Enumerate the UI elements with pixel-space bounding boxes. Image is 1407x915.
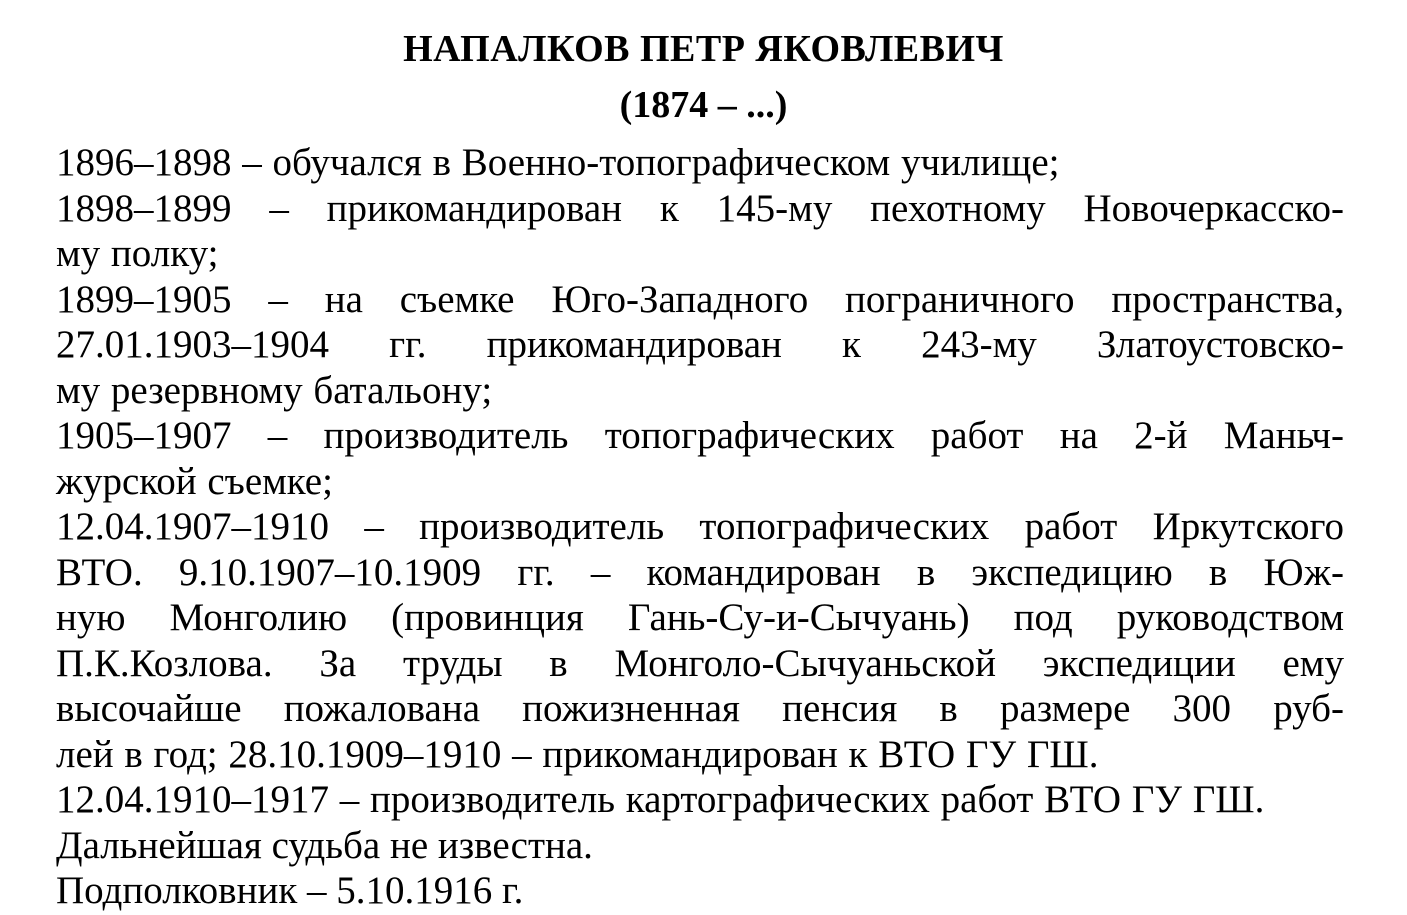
entry-line: ВТО. 9.10.1907–10.1909 гг. – командирован в экспедицию в Юж- [56, 550, 1344, 594]
biography-entry [56, 777, 1344, 823]
fate-note: Дальнейшая судьба не известна. [56, 823, 593, 867]
entry-line: 1905–1907 – производитель топографических работ на 2-й Маньч- [56, 414, 1344, 457]
rank-note: Подполковник – 5.10.1916 г. [56, 869, 524, 912]
entry-line: высочайше пожалована пожизненная пенсия в размере 300 руб- [56, 687, 1344, 730]
biography-entries [56, 140, 1344, 823]
entry-line: П.К.Козлова. За труды в Монголо-Сычуаньской экспедиции ему [56, 641, 1344, 685]
entry-line: 1899–1905 – на съемке Юго-Западного пограничного пространства, [56, 277, 1344, 321]
entry-line: 12.04.1910–1917 – производитель картографических работ ВТО ГУ ГШ. [56, 778, 1265, 821]
entry-line: 27.01.1903–1904 гг. прикомандирован к 243-му Златоустовско- [56, 323, 1344, 366]
biography-entry [56, 277, 1344, 414]
entry-line: му резервному батальону; [56, 368, 493, 412]
biography-entry [56, 140, 1344, 186]
biography-body [56, 140, 1344, 914]
life-years-heading: (1874 – ...) [619, 84, 788, 126]
biography-entry [56, 413, 1344, 504]
biography-entry [56, 504, 1344, 777]
entry-line: лей в год; 28.10.1909–1910 – прикомандирован к ВТО ГУ ГШ. [56, 732, 1099, 776]
entry-line: му полку; [56, 232, 219, 275]
entry-line: 12.04.1907–1910 – производитель топографических работ Иркутского [56, 505, 1344, 548]
entry-line: 1898–1899 – прикомандирован к 145-му пехотному Новочеркасско- [56, 186, 1344, 230]
entry-line: журской съемке; [56, 459, 333, 503]
entry-line: 1896–1898 – обучался в Военно-топографическом училище; [56, 141, 1060, 184]
person-name-heading: НАПАЛКОВ ПЕТР ЯКОВЛЕВИЧ [403, 28, 1004, 70]
biography-entry [56, 186, 1344, 277]
entry-line: ную Монголию (провинция Гань-Су-и-Сычуань) под руководством [56, 596, 1344, 639]
